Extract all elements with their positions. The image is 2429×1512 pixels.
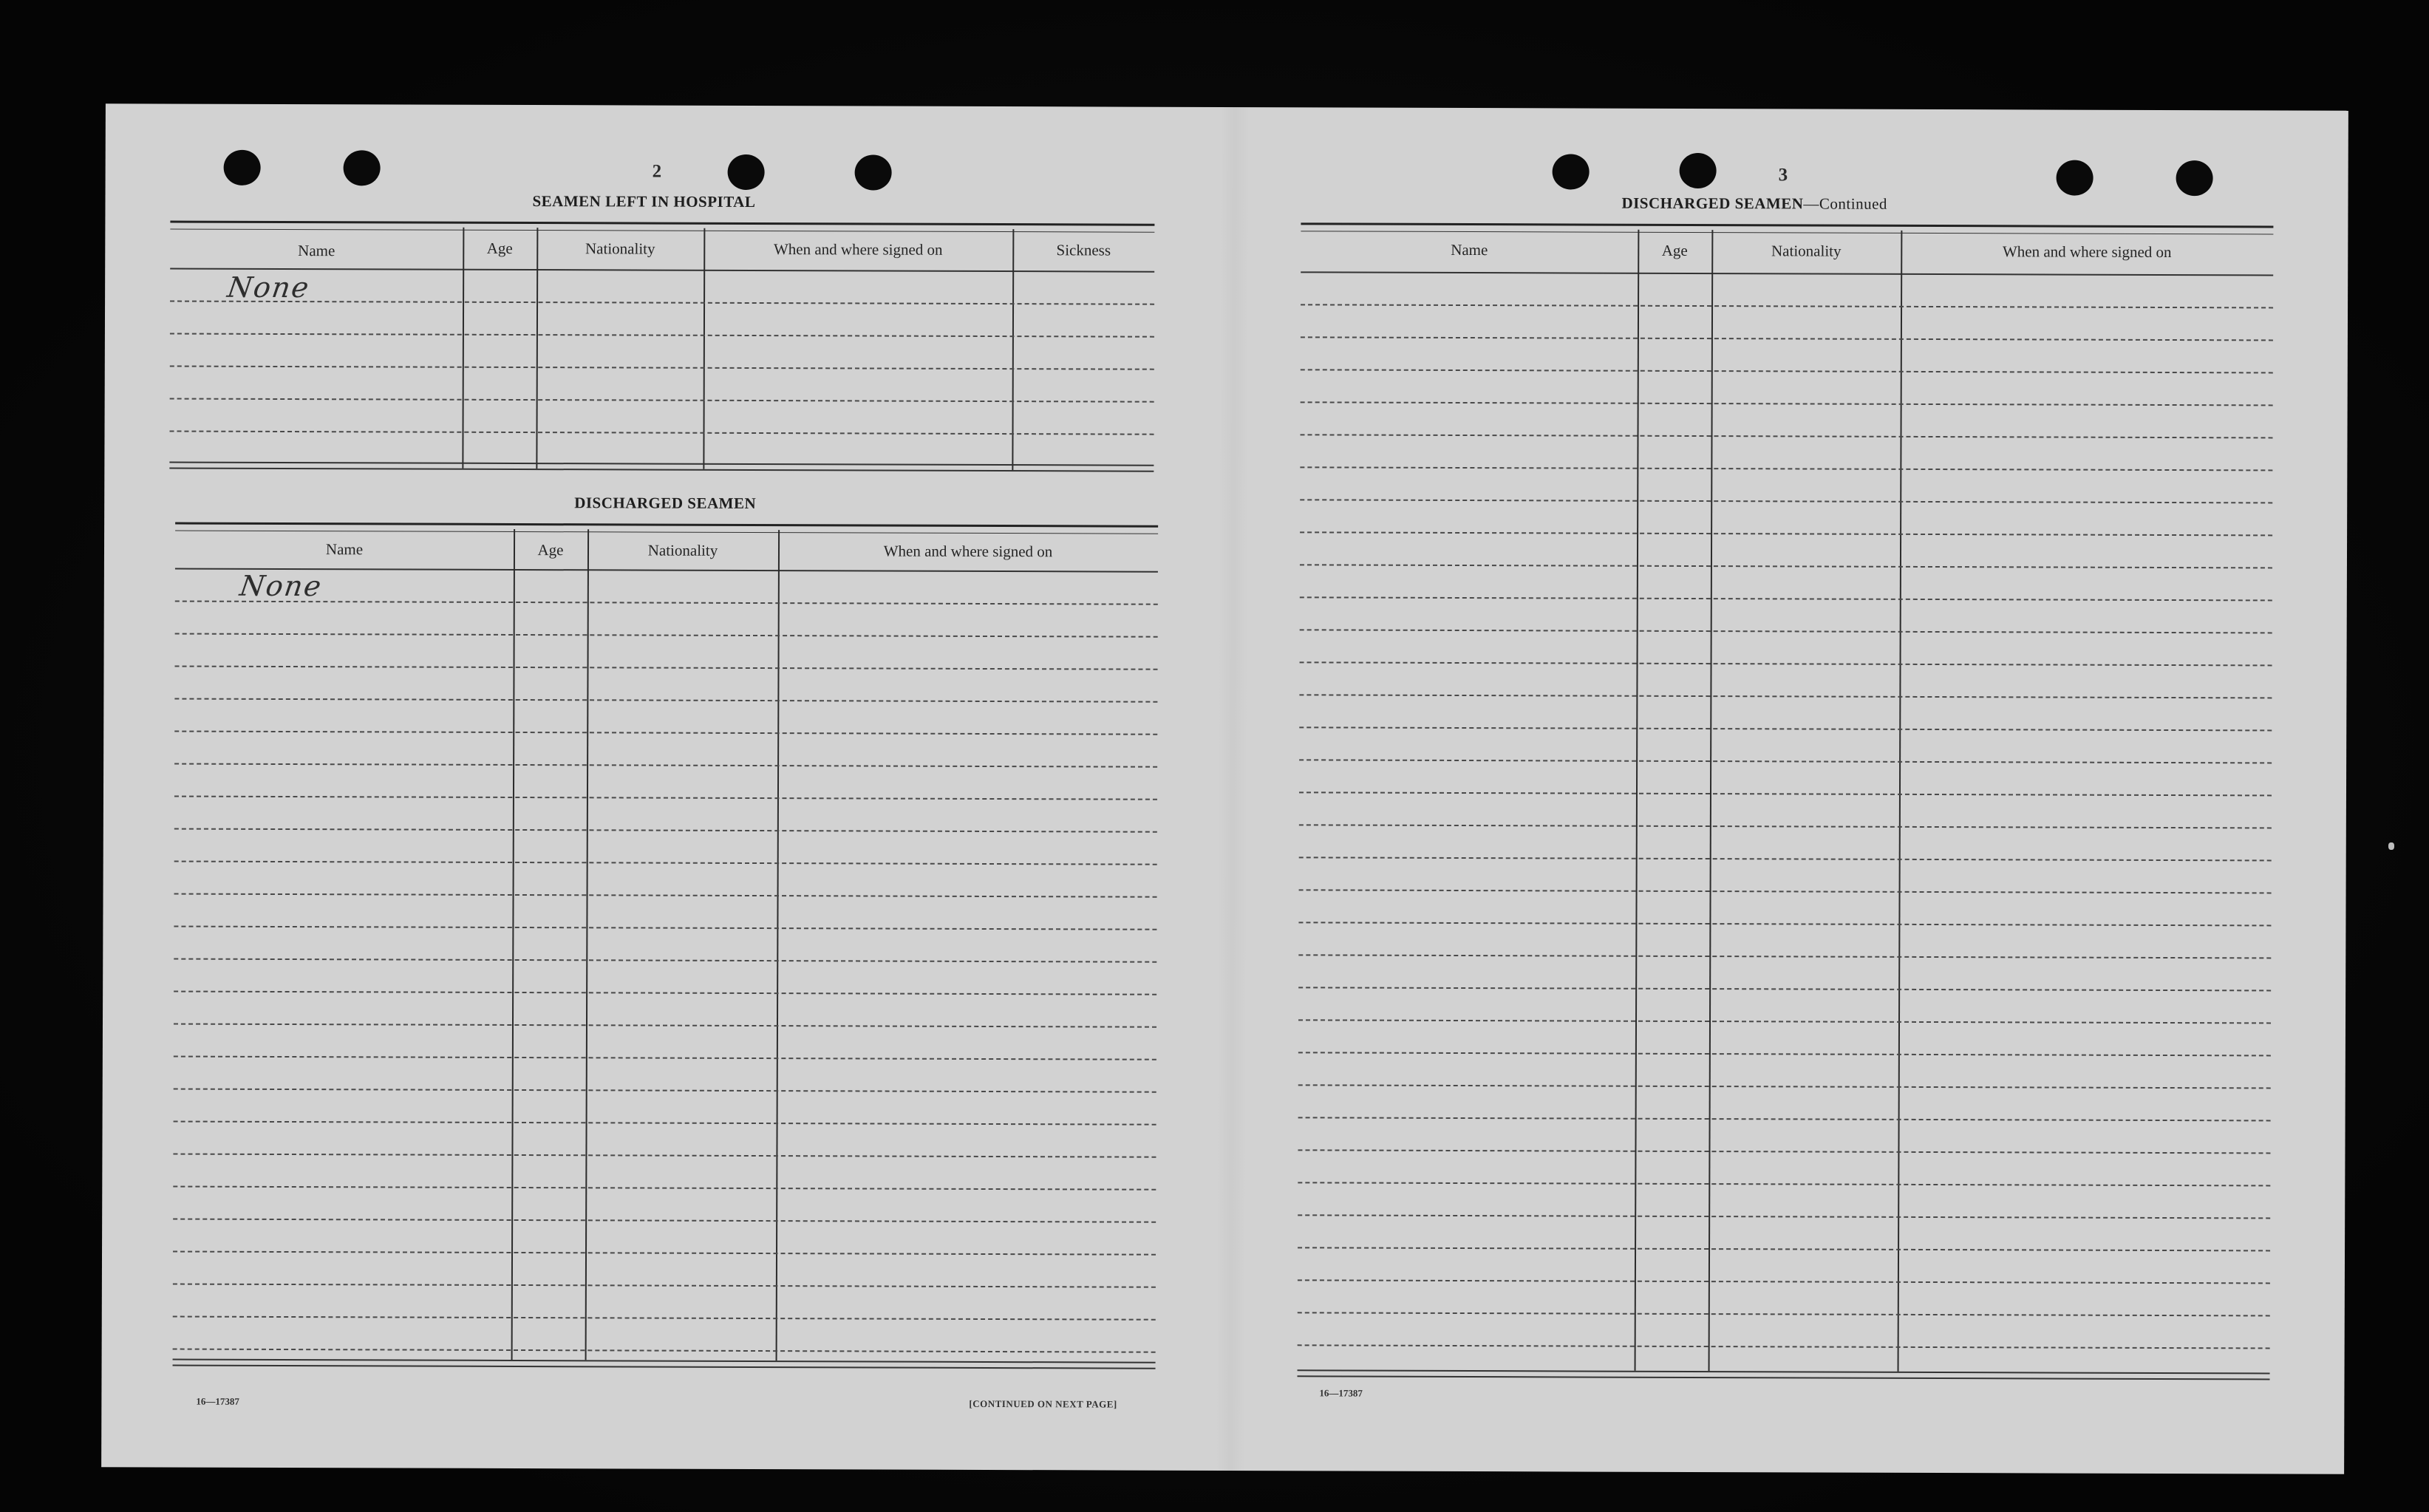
column-header-name: Name — [325, 540, 364, 559]
page-number: 2 — [652, 161, 662, 182]
row-rule — [1299, 791, 2272, 796]
row-rule — [174, 1024, 1156, 1028]
column-divider — [1635, 230, 1640, 1371]
punch-hole — [224, 150, 261, 185]
row-rule — [174, 1089, 1156, 1093]
row-rule — [175, 666, 1158, 670]
punch-hole — [728, 154, 765, 190]
punch-hole — [2057, 160, 2094, 196]
form-code: 16—17387 — [196, 1395, 239, 1407]
row-rule — [174, 828, 1157, 833]
handwritten-entry: None — [237, 569, 325, 603]
column-header-name: Name — [298, 242, 335, 260]
row-rule — [174, 861, 1157, 865]
hospital-section-title: SEAMEN LEFT IN HOSPITAL — [532, 192, 756, 211]
row-rule — [1299, 726, 2272, 731]
row-rule — [174, 698, 1157, 703]
row-rule — [174, 1056, 1156, 1060]
row-rule — [1300, 661, 2272, 666]
punch-hole — [1553, 154, 1590, 189]
center-fold — [1216, 107, 1250, 1471]
row-rule — [173, 1219, 1156, 1223]
row-rule — [1299, 759, 2272, 763]
column-header-signed-on: When and where signed on — [883, 542, 1053, 561]
row-rule — [1301, 369, 2273, 373]
row-rule — [1300, 466, 2272, 471]
row-rule — [1300, 629, 2272, 633]
page-number: 3 — [1778, 165, 1788, 185]
table-bottom-rule — [169, 462, 1154, 472]
row-rule — [1300, 596, 2272, 601]
row-rule — [174, 796, 1157, 800]
column-header-nationality: Nationality — [585, 239, 655, 258]
header-separator — [1301, 271, 2273, 276]
column-header-name: Name — [1451, 240, 1488, 259]
section-title: DISCHARGED SEAMEN — [1621, 194, 1804, 213]
discharged-table — [173, 522, 1159, 1368]
row-rule — [1298, 1344, 2270, 1349]
row-rule — [175, 633, 1158, 638]
row-rule — [1298, 1312, 2270, 1316]
column-header-sickness: Sickness — [1056, 241, 1111, 259]
row-rule — [170, 301, 1154, 305]
row-rule — [175, 601, 1158, 605]
row-rule — [170, 366, 1154, 370]
column-divider — [1709, 230, 1714, 1371]
row-rule — [173, 1251, 1156, 1256]
column-header-age: Age — [537, 541, 564, 559]
row-rule — [173, 1284, 1156, 1288]
row-rule — [170, 398, 1154, 403]
section-title-suffix: —Continued — [1803, 194, 1887, 213]
row-rule — [174, 1121, 1156, 1126]
row-rule — [1299, 824, 2272, 828]
column-divider — [776, 530, 780, 1361]
row-rule — [174, 958, 1156, 963]
column-header-signed-on: When and where signed on — [2002, 242, 2172, 262]
punch-hole — [1680, 153, 1717, 188]
row-rule — [1298, 1052, 2271, 1056]
row-rule — [1298, 1214, 2270, 1219]
ledger-sheet — [101, 103, 2348, 1474]
row-rule — [1301, 336, 2273, 341]
row-rule — [170, 333, 1154, 338]
table-bottom-rule — [173, 1359, 1156, 1369]
row-rule — [173, 1186, 1156, 1191]
row-rule — [1298, 1182, 2270, 1186]
row-rule — [1300, 499, 2272, 503]
row-rule — [1298, 1084, 2271, 1089]
continued-note: [CONTINUED ON NEXT PAGE] — [969, 1397, 1117, 1410]
discharged-section-title: DISCHARGED SEAMEN — [574, 494, 757, 513]
column-header-nationality: Nationality — [1771, 242, 1842, 260]
scan-speck — [2388, 842, 2394, 850]
row-rule — [173, 1349, 1156, 1353]
row-rule — [1298, 954, 2271, 958]
row-rule — [173, 1154, 1156, 1158]
header-separator — [170, 268, 1154, 273]
handwritten-entry: None — [225, 270, 313, 304]
row-rule — [1298, 1019, 2271, 1024]
row-rule — [1298, 1247, 2270, 1251]
column-divider — [511, 529, 516, 1360]
table-top-rule — [1301, 222, 2273, 234]
row-rule — [1299, 694, 2272, 698]
column-divider — [1898, 231, 1903, 1372]
discharged-continued-title — [1621, 194, 1887, 214]
row-rule — [174, 731, 1157, 735]
column-header-age: Age — [1661, 241, 1688, 259]
row-rule — [173, 1316, 1156, 1321]
table-bottom-rule — [1298, 1369, 2270, 1380]
column-header-age: Age — [486, 239, 513, 257]
table-top-rule — [175, 522, 1158, 534]
row-rule — [174, 763, 1157, 768]
row-rule — [1298, 1117, 2271, 1121]
column-header-nationality: Nationality — [647, 541, 718, 559]
punch-hole — [344, 150, 381, 185]
row-rule — [1298, 1279, 2270, 1284]
row-rule — [1301, 434, 2273, 438]
punch-hole — [855, 154, 892, 190]
row-rule — [174, 893, 1157, 898]
row-rule — [1301, 304, 2273, 308]
row-rule — [1301, 401, 2273, 406]
punch-hole — [2176, 160, 2213, 196]
column-header-signed-on: When and where signed on — [773, 240, 943, 259]
discharged-continued-table — [1298, 222, 2274, 1378]
hospital-table — [169, 221, 1154, 475]
row-rule — [1298, 1149, 2270, 1154]
row-rule — [174, 991, 1156, 995]
row-rule — [1299, 857, 2272, 861]
row-rule — [1300, 564, 2272, 568]
form-code: 16—17387 — [1319, 1387, 1363, 1399]
column-divider — [585, 529, 590, 1360]
table-top-rule — [170, 221, 1154, 233]
row-rule — [170, 431, 1154, 435]
row-rule — [1298, 987, 2271, 991]
row-rule — [1298, 922, 2271, 926]
row-rule — [174, 926, 1156, 930]
row-rule — [1299, 889, 2272, 893]
row-rule — [1300, 531, 2272, 536]
